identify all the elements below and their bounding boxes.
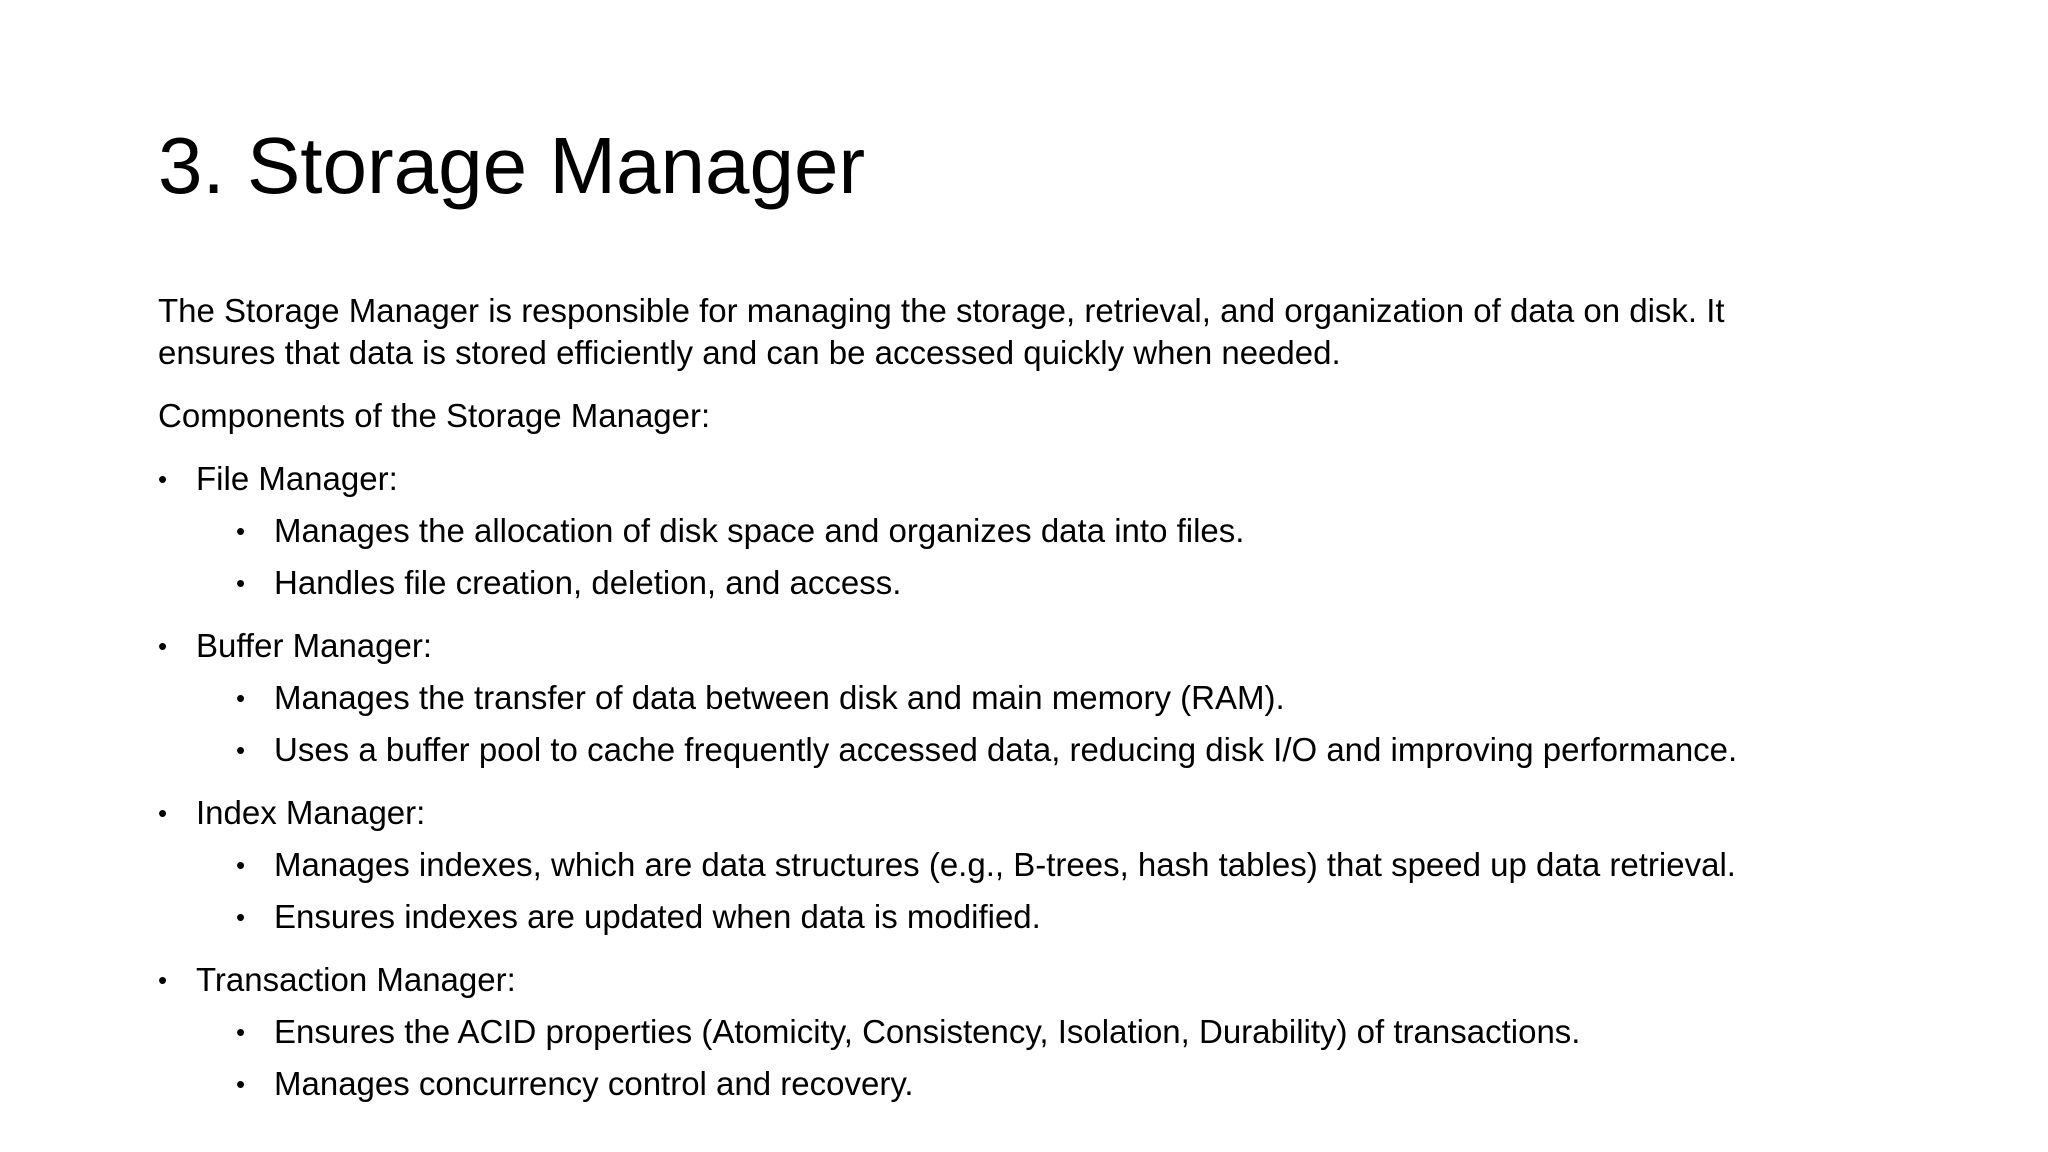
bullet-icon: • — [236, 1069, 246, 1099]
intro-line: The Storage Manager is responsible for managing the storage, retrieval, and organization of data on disk. It — [158, 292, 1725, 329]
bullet-icon: • — [236, 735, 246, 765]
sub-item — [158, 896, 1908, 938]
sub-item — [158, 677, 1908, 719]
sub-item — [158, 844, 1908, 886]
sub-item-text: Handles file creation, deletion, and access. — [274, 564, 902, 601]
component-file-manager — [158, 458, 1908, 604]
sub-item — [158, 1063, 1908, 1105]
components-heading: Components of the Storage Manager: — [158, 397, 711, 434]
intro-line: ensures that data is stored efficiently and can be accessed quickly when needed. — [158, 334, 1341, 371]
sub-list — [158, 1011, 1908, 1105]
component-heading — [158, 959, 1908, 1001]
sub-item-text: Ensures the ACID properties (Atomicity, Consistency, Isolation, Durability) of transactions. — [274, 1013, 1581, 1050]
component-list — [158, 458, 1908, 1105]
sub-item-text: Manages concurrency control and recovery. — [274, 1065, 914, 1102]
bullet-icon: • — [236, 683, 246, 713]
sub-item — [158, 510, 1908, 552]
component-label: Transaction Manager: — [196, 961, 516, 998]
component-index-manager — [158, 792, 1908, 938]
component-heading — [158, 625, 1908, 667]
sub-list — [158, 844, 1908, 938]
bullet-icon: • — [158, 631, 168, 661]
component-label: Buffer Manager: — [196, 627, 433, 664]
component-label: File Manager: — [196, 460, 398, 497]
component-label: Index Manager: — [196, 794, 426, 831]
component-buffer-manager — [158, 625, 1908, 771]
slide-title: 3. Storage Manager — [158, 121, 866, 210]
bullet-icon: • — [158, 965, 168, 995]
sub-item-text: Manages indexes, which are data structures (e.g., B-trees, hash tables) that speed up data retrieval. — [274, 846, 1736, 883]
sub-list — [158, 677, 1908, 771]
component-heading — [158, 458, 1908, 500]
bullet-icon: • — [158, 798, 168, 828]
sub-item — [158, 729, 1908, 771]
slide-body — [158, 290, 1908, 1105]
sub-item-text: Ensures indexes are updated when data is modified. — [274, 898, 1041, 935]
bullet-icon: • — [236, 1017, 246, 1047]
bullet-icon: • — [236, 568, 246, 598]
sub-list — [158, 510, 1908, 604]
bullet-icon: • — [236, 516, 246, 546]
bullet-icon: • — [236, 902, 246, 932]
component-heading — [158, 792, 1908, 834]
sub-item-text: Uses a buffer pool to cache frequently accessed data, reducing disk I/O and improving performance. — [274, 731, 1738, 768]
sub-item — [158, 1011, 1908, 1053]
bullet-icon: • — [158, 464, 168, 494]
intro-paragraph — [158, 290, 1908, 374]
sub-item — [158, 562, 1908, 604]
sub-item-text: Manages the transfer of data between disk and main memory (RAM). — [274, 679, 1285, 716]
component-transaction-manager — [158, 959, 1908, 1105]
sub-item-text: Manages the allocation of disk space and organizes data into files. — [274, 512, 1245, 549]
bullet-icon: • — [236, 850, 246, 880]
